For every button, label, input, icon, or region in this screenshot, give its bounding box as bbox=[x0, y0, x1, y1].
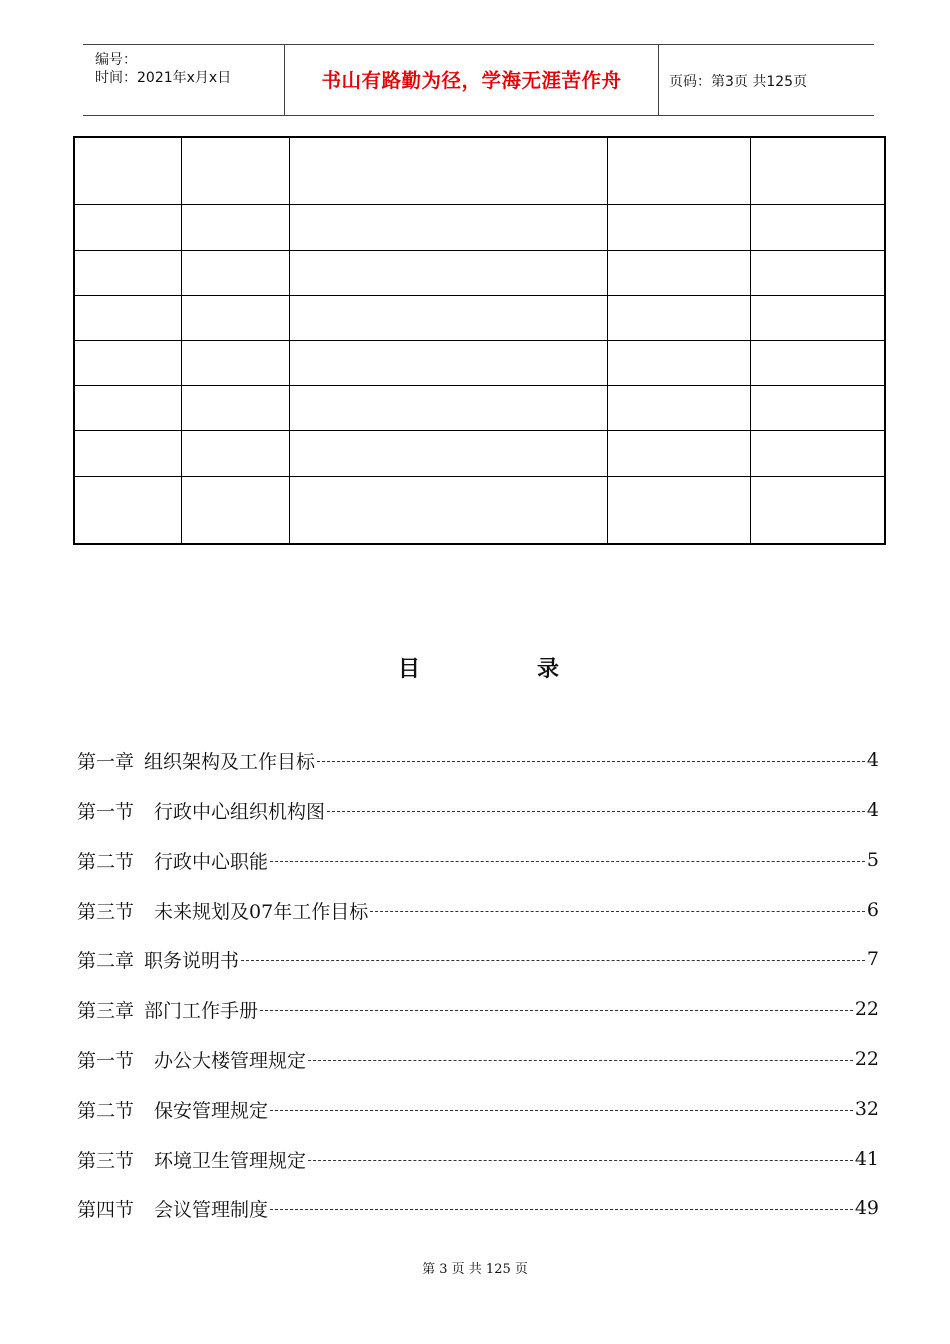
table-cell bbox=[74, 250, 181, 295]
table-cell bbox=[750, 137, 885, 205]
toc-page-number: 22 bbox=[854, 1048, 879, 1070]
toc-section: 第三节 bbox=[77, 900, 135, 923]
table-cell bbox=[750, 431, 885, 476]
table-row bbox=[74, 137, 885, 205]
toc-entry[interactable] bbox=[77, 945, 879, 973]
toc-leader bbox=[270, 1110, 853, 1111]
toc-section: 第一节 bbox=[77, 1049, 135, 1072]
table-cell bbox=[181, 137, 289, 205]
toc-leader bbox=[317, 761, 865, 762]
table-row bbox=[74, 476, 885, 544]
table-cell bbox=[750, 295, 885, 340]
toc-entry-title: 环境卫生管理规定 bbox=[154, 1149, 307, 1172]
toc-entry-title: 未来规划及07年工作目标 bbox=[154, 900, 369, 923]
table-cell bbox=[181, 386, 289, 431]
toc-entry-title: 办公大楼管理规定 bbox=[154, 1049, 307, 1072]
table-cell bbox=[750, 205, 885, 250]
table-cell bbox=[181, 295, 289, 340]
table-cell bbox=[750, 476, 885, 544]
toc-entry[interactable] bbox=[77, 1045, 879, 1073]
page-footer: 第 3 页 共 125 页 bbox=[422, 1262, 528, 1277]
table-cell bbox=[74, 340, 181, 385]
document-number-label: 编号： bbox=[95, 52, 137, 68]
table-cell bbox=[750, 340, 885, 385]
toc-page-number: 7 bbox=[866, 948, 879, 970]
table-cell bbox=[74, 295, 181, 340]
table-cell bbox=[74, 137, 181, 205]
toc-page-number: 6 bbox=[866, 899, 879, 921]
table-cell bbox=[289, 250, 607, 295]
table-cell bbox=[750, 250, 885, 295]
table-cell bbox=[607, 431, 750, 476]
table-row bbox=[74, 295, 885, 340]
table-cell bbox=[289, 431, 607, 476]
toc-page-number: 32 bbox=[854, 1098, 879, 1120]
toc-leader bbox=[260, 1010, 853, 1011]
toc-page-number: 4 bbox=[866, 749, 879, 771]
table-row bbox=[74, 205, 885, 250]
toc-entry-title: 职务说明书 bbox=[144, 949, 240, 972]
toc-entry[interactable] bbox=[77, 746, 879, 774]
toc-section: 第二节 bbox=[77, 1099, 135, 1122]
table-cell bbox=[289, 476, 607, 544]
table-cell bbox=[607, 295, 750, 340]
table-cell bbox=[181, 250, 289, 295]
table-cell bbox=[74, 476, 181, 544]
document-time-label: 时间：2021年x月x日 bbox=[95, 70, 232, 86]
toc-page-number: 49 bbox=[854, 1197, 879, 1219]
table-cell bbox=[74, 386, 181, 431]
toc-entry[interactable] bbox=[77, 846, 879, 874]
toc-page-number: 5 bbox=[866, 849, 879, 871]
table-cell bbox=[181, 431, 289, 476]
toc-page-number: 4 bbox=[866, 799, 879, 821]
toc-leader bbox=[308, 1060, 853, 1061]
toc-entry-title: 组织架构及工作目标 bbox=[144, 750, 316, 773]
toc-entry[interactable] bbox=[77, 896, 879, 924]
toc-entry[interactable] bbox=[77, 1095, 879, 1123]
table-cell bbox=[181, 476, 289, 544]
table-cell bbox=[289, 205, 607, 250]
table-cell bbox=[607, 137, 750, 205]
toc-entry-title: 保安管理规定 bbox=[154, 1099, 269, 1122]
header-page-cell bbox=[659, 45, 874, 115]
toc-title-left: 目 bbox=[398, 657, 421, 682]
toc-section: 第一章 bbox=[77, 750, 135, 773]
table-cell bbox=[289, 295, 607, 340]
toc-entry[interactable] bbox=[77, 1145, 879, 1173]
table-cell bbox=[181, 205, 289, 250]
toc-leader bbox=[270, 1209, 853, 1210]
table-cell bbox=[74, 431, 181, 476]
toc-entry-title: 行政中心组织机构图 bbox=[154, 800, 326, 823]
toc-leader bbox=[327, 811, 865, 812]
toc-leader bbox=[308, 1160, 853, 1161]
table-cell bbox=[74, 205, 181, 250]
toc-section: 第二章 bbox=[77, 949, 135, 972]
table-cell bbox=[607, 476, 750, 544]
toc-section: 第一节 bbox=[77, 800, 135, 823]
toc-title bbox=[0, 652, 950, 682]
table-row bbox=[74, 431, 885, 476]
toc-leader bbox=[270, 861, 865, 862]
table-row bbox=[74, 250, 885, 295]
table-cell bbox=[289, 340, 607, 385]
toc-section: 第二节 bbox=[77, 850, 135, 873]
table-cell bbox=[607, 250, 750, 295]
table-cell bbox=[607, 386, 750, 431]
toc-section: 第四节 bbox=[77, 1198, 135, 1221]
header-meta bbox=[83, 45, 285, 115]
page-code: 页码：第3页 共125页 bbox=[669, 74, 808, 90]
table-cell bbox=[181, 340, 289, 385]
table-row bbox=[74, 340, 885, 385]
toc-page-number: 41 bbox=[854, 1148, 879, 1170]
toc-entry-title: 行政中心职能 bbox=[154, 850, 269, 873]
table-cell bbox=[607, 340, 750, 385]
toc-section: 第三节 bbox=[77, 1149, 135, 1172]
table-cell bbox=[289, 137, 607, 205]
toc-leader bbox=[241, 960, 865, 961]
toc-section: 第三章 bbox=[77, 999, 135, 1022]
toc-entry[interactable] bbox=[77, 1194, 879, 1222]
page-header bbox=[83, 44, 874, 116]
header-motto-cell bbox=[285, 45, 659, 115]
toc-leader bbox=[370, 911, 865, 912]
toc-entry[interactable] bbox=[77, 995, 879, 1023]
table-cell bbox=[750, 386, 885, 431]
toc-title-right: 录 bbox=[537, 657, 560, 682]
toc-entry-title: 会议管理制度 bbox=[154, 1198, 269, 1221]
table-cell bbox=[289, 386, 607, 431]
blank-table bbox=[73, 136, 886, 545]
table-row bbox=[74, 386, 885, 431]
toc-entry[interactable] bbox=[77, 796, 879, 824]
toc-entry-title: 部门工作手册 bbox=[144, 999, 259, 1022]
table-cell bbox=[607, 205, 750, 250]
motto-text: 书山有路勤为径，学海无涯苦作舟 bbox=[321, 69, 622, 92]
toc-page-number: 22 bbox=[854, 998, 879, 1020]
